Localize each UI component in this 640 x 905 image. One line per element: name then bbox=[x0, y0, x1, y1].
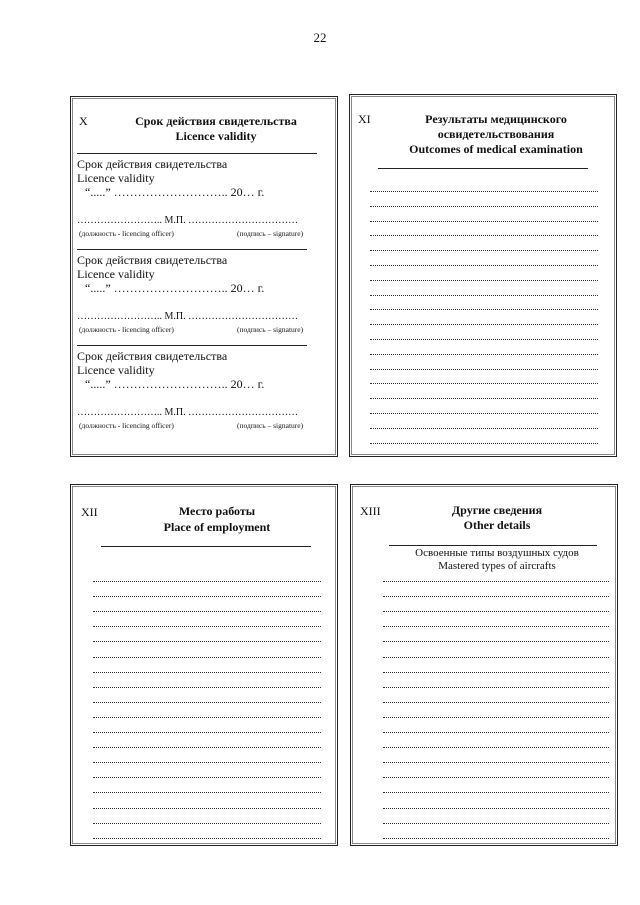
signature-line: …………………….. М.П. …………………………… bbox=[77, 407, 299, 418]
blank-dotted-line bbox=[93, 777, 321, 778]
blank-dotted-line bbox=[383, 581, 609, 582]
blank-dotted-line bbox=[93, 641, 321, 642]
officer-caption: (должность - licencing officer) bbox=[79, 325, 174, 334]
section-number: X bbox=[79, 114, 88, 128]
blank-dotted-line bbox=[383, 596, 609, 597]
aircraft-types-label-en: Mastered types of aircrafts bbox=[438, 560, 556, 572]
title-underline bbox=[378, 168, 588, 169]
blank-dotted-line bbox=[93, 611, 321, 612]
blank-dotted-line bbox=[383, 838, 609, 839]
blank-dotted-line bbox=[93, 687, 321, 688]
page-number: 22 bbox=[313, 30, 327, 45]
blank-dotted-line bbox=[93, 747, 321, 748]
signature-caption: (подпись – signature) bbox=[237, 421, 304, 430]
validity-date-line: “.....” ……………………….. 20… г. bbox=[85, 377, 265, 391]
validity-label-en: Licence validity bbox=[77, 267, 155, 281]
blank-dotted-line bbox=[370, 309, 598, 310]
blank-dotted-line bbox=[370, 206, 598, 207]
blank-dotted-line bbox=[383, 672, 609, 673]
validity-date-line: “.....” ……………………….. 20… г. bbox=[85, 281, 265, 295]
blank-dotted-line bbox=[93, 762, 321, 763]
section-number: XIII bbox=[360, 504, 381, 518]
section-number: XII bbox=[81, 505, 98, 519]
validity-label-ru: Срок действия свидетельства bbox=[77, 157, 228, 171]
blank-dotted-line bbox=[383, 657, 609, 658]
signature-line: …………………….. М.П. …………………………… bbox=[77, 215, 299, 226]
blank-dotted-line bbox=[370, 369, 598, 370]
validity-date-line: “.....” ……………………….. 20… г. bbox=[85, 185, 265, 199]
blank-dotted-line bbox=[370, 235, 598, 236]
blank-dotted-line bbox=[93, 732, 321, 733]
panel-other-details bbox=[350, 484, 618, 846]
blank-dotted-line bbox=[93, 792, 321, 793]
validity-label-en: Licence validity bbox=[77, 363, 155, 377]
blank-dotted-line bbox=[370, 443, 598, 444]
panel-place-of-employment bbox=[70, 484, 338, 846]
blank-dotted-line bbox=[93, 672, 321, 673]
signature-caption: (подпись – signature) bbox=[237, 229, 304, 238]
title-underline bbox=[77, 153, 317, 154]
entry-divider bbox=[77, 345, 307, 346]
blank-dotted-line bbox=[383, 747, 609, 748]
section-number: XI bbox=[358, 112, 371, 126]
blank-dotted-line bbox=[370, 428, 598, 429]
blank-dotted-line bbox=[370, 265, 598, 266]
blank-dotted-line bbox=[93, 838, 321, 839]
blank-dotted-line bbox=[383, 777, 609, 778]
blank-dotted-line bbox=[93, 626, 321, 627]
blank-dotted-line bbox=[93, 717, 321, 718]
officer-caption: (должность - licencing officer) bbox=[79, 229, 174, 238]
blank-dotted-line bbox=[383, 626, 609, 627]
blank-dotted-line bbox=[370, 383, 598, 384]
section-title-en: Licence validity bbox=[175, 129, 257, 143]
validity-label-ru: Срок действия свидетельства bbox=[77, 349, 228, 363]
section-title-ru-line2: освидетельствования bbox=[437, 127, 555, 141]
blank-dotted-line bbox=[370, 339, 598, 340]
blank-dotted-line bbox=[93, 581, 321, 582]
blank-dotted-line bbox=[93, 596, 321, 597]
blank-dotted-line bbox=[93, 702, 321, 703]
section-title-ru-line1: Результаты медицинского bbox=[425, 112, 567, 126]
blank-dotted-line bbox=[370, 221, 598, 222]
panel-licence-validity bbox=[70, 96, 338, 457]
section-title-en: Place of employment bbox=[163, 520, 271, 534]
blank-dotted-line bbox=[370, 280, 598, 281]
panel-medical-outcomes bbox=[349, 94, 617, 457]
blank-dotted-line bbox=[370, 191, 598, 192]
blank-dotted-line bbox=[383, 762, 609, 763]
aircraft-types-label-ru: Освоенные типы воздушных судов bbox=[415, 547, 579, 559]
section-title-en: Outcomes of medical examination bbox=[409, 142, 583, 156]
section-title-en: Other details bbox=[463, 518, 531, 532]
panel-inner-border bbox=[72, 486, 336, 844]
officer-caption: (должность - licencing officer) bbox=[79, 421, 174, 430]
blank-dotted-line bbox=[383, 792, 609, 793]
blank-dotted-line bbox=[383, 808, 609, 809]
section-title-ru: Срок действия свидетельства bbox=[135, 114, 297, 128]
blank-dotted-line bbox=[370, 250, 598, 251]
blank-dotted-line bbox=[370, 324, 598, 325]
blank-dotted-line bbox=[383, 717, 609, 718]
entry-divider bbox=[77, 249, 307, 250]
blank-dotted-line bbox=[383, 687, 609, 688]
title-underline bbox=[389, 545, 597, 546]
blank-dotted-line bbox=[383, 823, 609, 824]
section-title-ru: Другие сведения bbox=[451, 503, 543, 517]
validity-label-en: Licence validity bbox=[77, 171, 155, 185]
blank-dotted-line bbox=[370, 413, 598, 414]
title-underline bbox=[101, 546, 311, 547]
section-title-ru: Место работы bbox=[178, 504, 256, 518]
blank-dotted-line bbox=[93, 808, 321, 809]
blank-dotted-line bbox=[383, 702, 609, 703]
blank-dotted-line bbox=[370, 398, 598, 399]
signature-caption: (подпись – signature) bbox=[237, 325, 304, 334]
blank-dotted-line bbox=[93, 657, 321, 658]
panel-inner-border bbox=[352, 486, 616, 844]
signature-line: …………………….. М.П. …………………………… bbox=[77, 311, 299, 322]
blank-dotted-line bbox=[370, 295, 598, 296]
blank-dotted-line bbox=[383, 732, 609, 733]
validity-label-ru: Срок действия свидетельства bbox=[77, 253, 228, 267]
blank-dotted-line bbox=[383, 641, 609, 642]
blank-dotted-line bbox=[383, 611, 609, 612]
blank-dotted-line bbox=[370, 354, 598, 355]
blank-dotted-line bbox=[93, 823, 321, 824]
